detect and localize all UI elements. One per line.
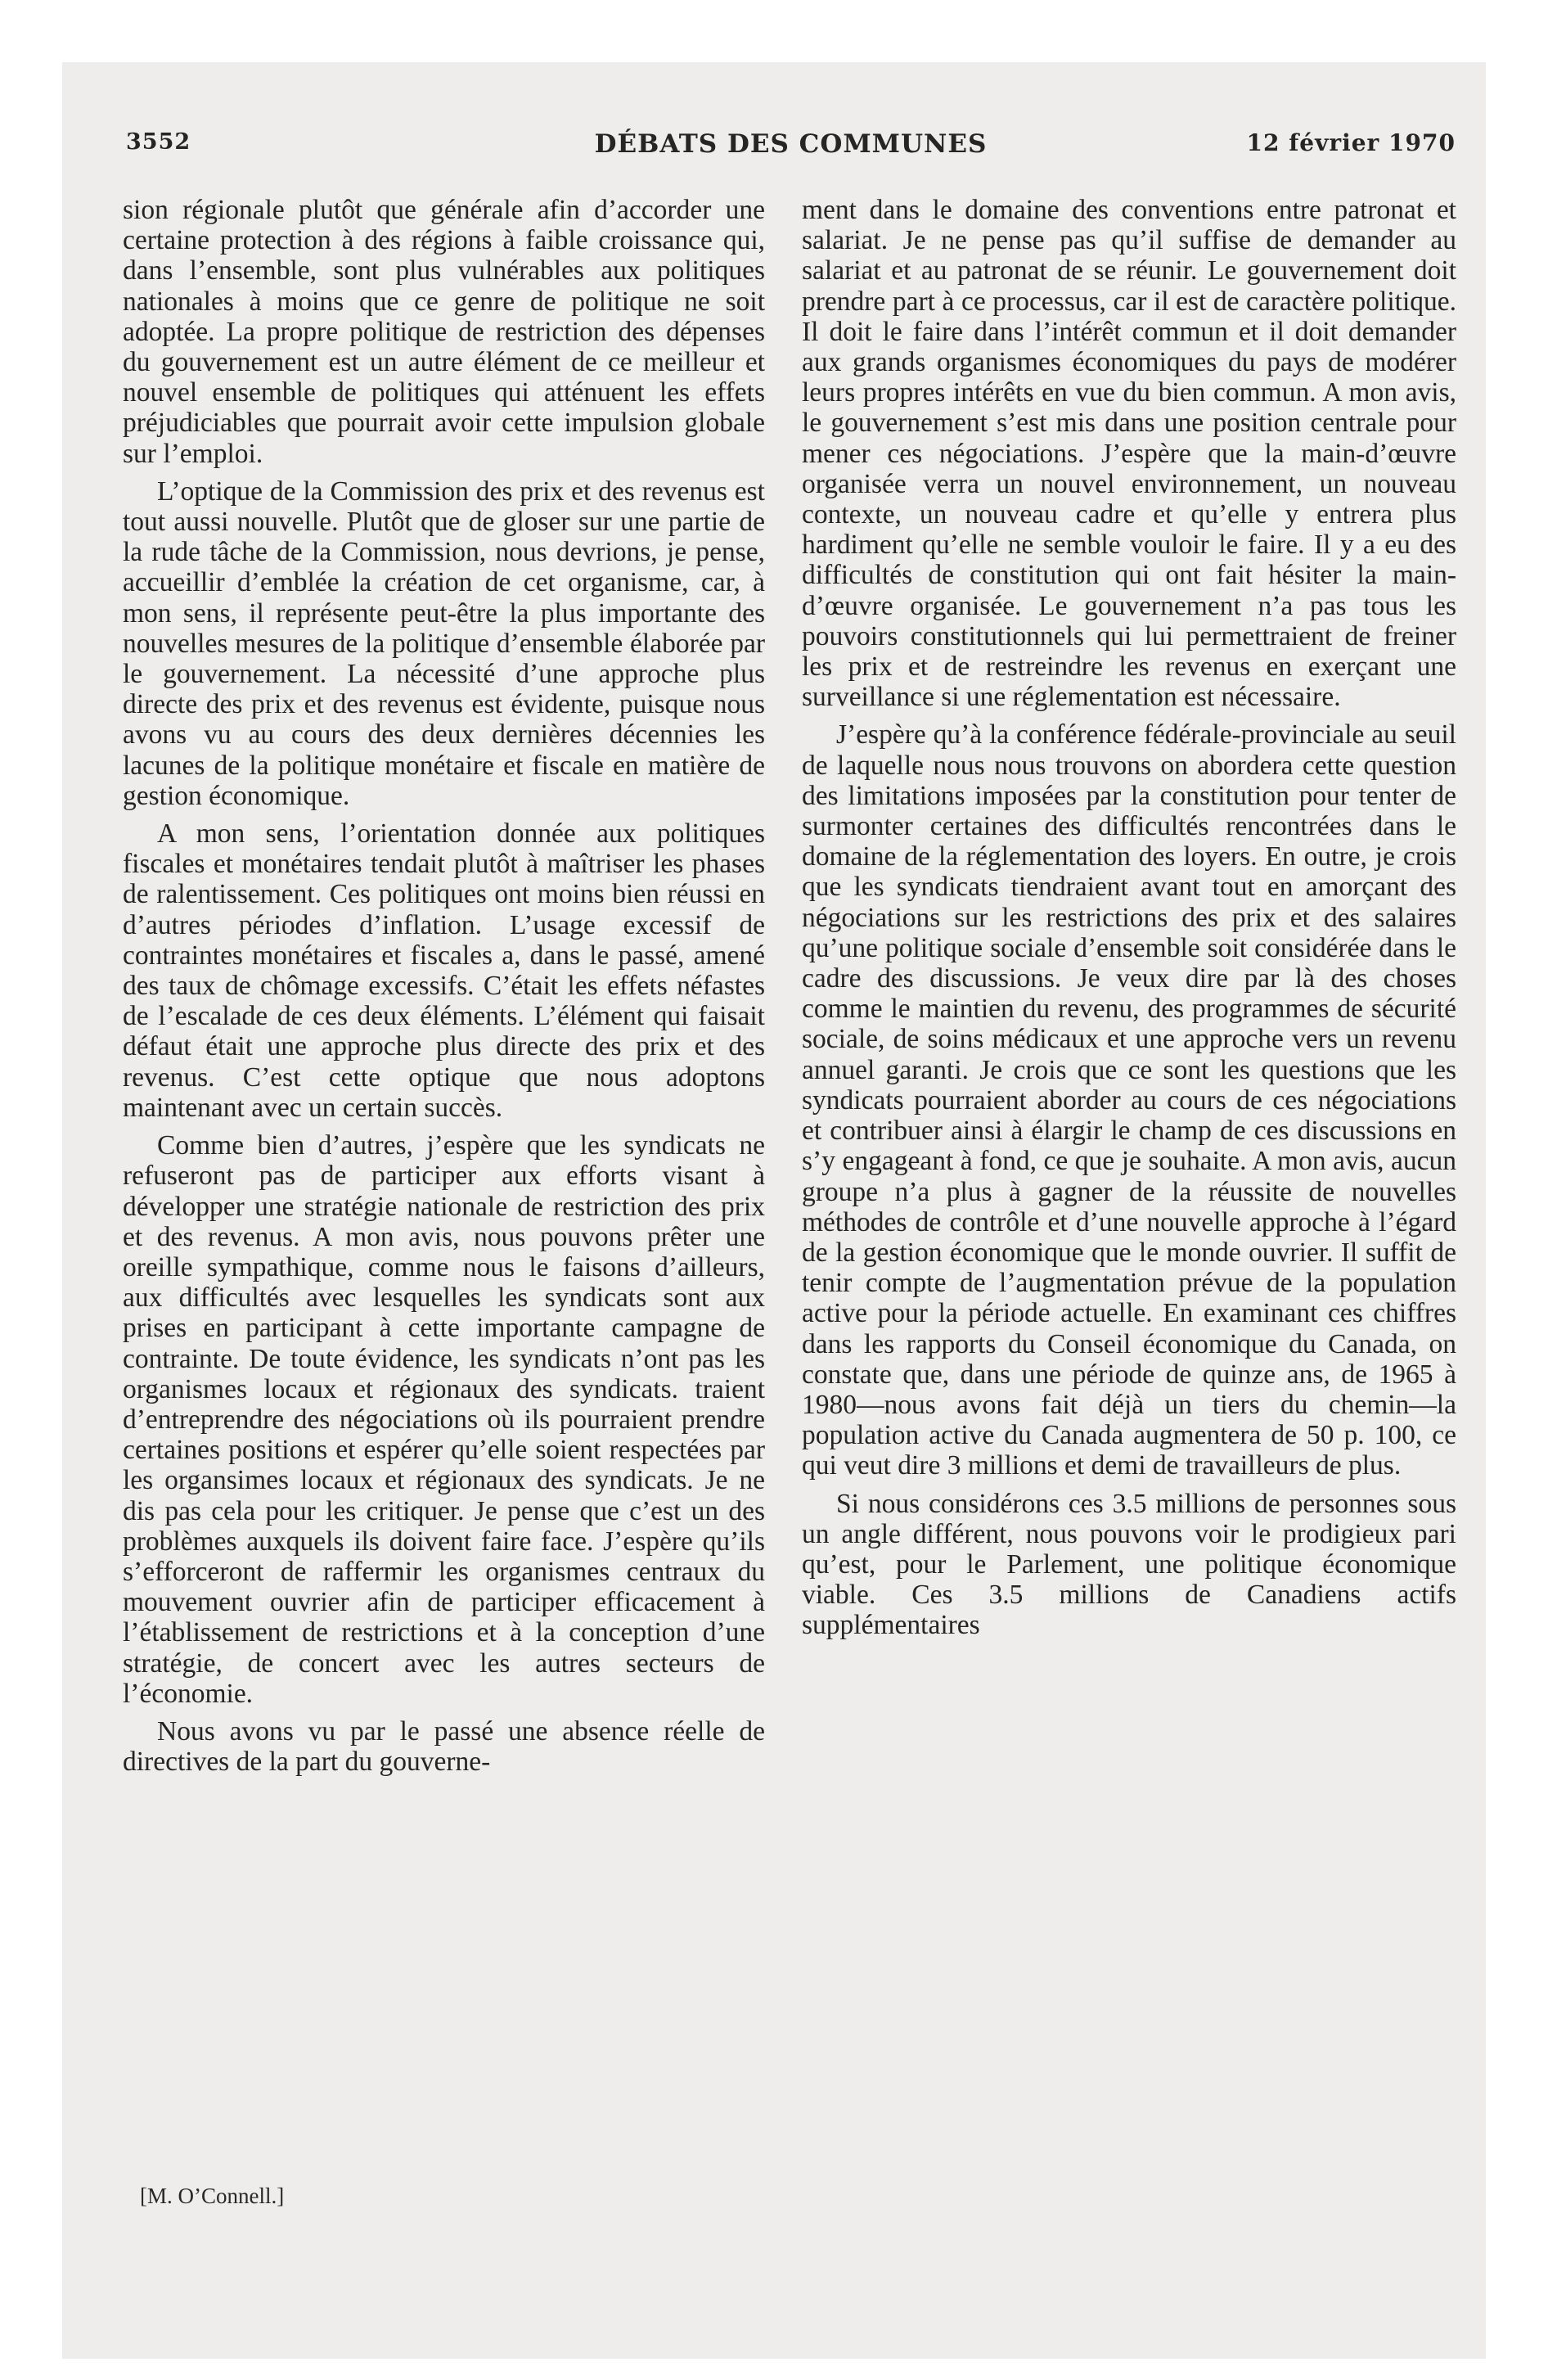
paragraph: ment dans le domaine des conventions entre patronat et salariat. Je ne pense pas qu’il suffise de demander au salariat et au patronat de se réunir. Le gouvernement doit prendre part à ce processus, car il est de caractère politique. Il doit le faire dans l’intérêt commun et il doit demander aux grands organismes économiques du pays de modérer leurs propres intérêts en vue du bien commun. A mon avis, le gouvernement s’est mis dans une position centrale pour mener ces négociations. J’espère que la main-d’œuvre organisée verra un nouvel environnement, un nouveau contexte, un nouveau cadre et qu’elle y entrera plus hardiment qu’elle ne semble vouloir le faire. Il y a eu des difficultés de constitution qui ont fait hésiter la main-d’œuvre organisée. Le gouvernement n’a pas tous les pouvoirs constitutionnels qui lui permettraient de freiner les prix et de restreindre les revenus en exerçant une surveillance si une réglementation est nécessaire.	[802, 195, 1456, 713]
paragraph: Nous avons vu par le passé une absence réelle de directives de la part du gouverne-	[123, 1715, 765, 1778]
paragraph: sion régionale plutôt que générale afin d’accorder une certaine protection à des régions à faible croissance qui, dans l’ensemble, sont plus vulnérables aux politiques nationales à moins que ce genre de politique ne soit adoptée. La propre politique de restriction des dépenses du gouvernement est un autre élément de ce meilleur et nouvel ensemble de politiques qui atténuent les effets préjudiciables que pourrait avoir cette impulsion globale sur l’emploi.	[123, 195, 765, 469]
paragraph: Si nous considérons ces 3.5 millions de personnes sous un angle différent, nous pouvons voir le prodigieux pari qu’est, pour le Parlement, une politique économique viable. Ces 3.5 millions de Canadiens actifs supplémentaires	[802, 1488, 1456, 1641]
running-title: DÉBATS DES COMMUNES	[594, 129, 988, 159]
paragraph: L’optique de la Commission des prix et des revenus est tout aussi nouvelle. Plutôt que de gloser sur une partie de la rude tâche de la Commission, nous devrions, je pense, accueillir d’emblée la création de cet organisme, car, à mon sens, il représente peut-être la plus importante des nouvelles mesures de la politique d’ensemble élaborée par le gouvernement. La nécessité d’une approche plus directe des prix et des revenus est évidente, puisque nous avons vu au cours des deux dernières décennies les lacunes de la politique monétaire et fiscale en matière de gestion économique.	[123, 476, 765, 811]
header-date: 12 février 1970	[1246, 129, 1456, 156]
left-column	[123, 195, 765, 1784]
paragraph: A mon sens, l’orientation donnée aux politiques fiscales et monétaires tendait plutôt à maîtriser les phases de ralentissement. Ces politiques ont moins bien réussi en d’autres périodes d’inflation. L’usage excessif de contraintes monétaires et fiscales a, dans le passé, amené des taux de chômage excessifs. C’était les effets néfastes de l’escalade de ces deux éléments. L’élément qui faisait défaut était une approche plus directe des prix et des revenus. C’est cette optique que nous adoptons maintenant avec un certain succès.	[123, 818, 765, 1123]
speaker-note: [M. O’Connell.]	[140, 2184, 285, 2208]
right-column	[802, 195, 1456, 1648]
page-number: 3552	[126, 129, 191, 155]
paragraph: J’espère qu’à la conférence fédérale-provinciale au seuil de laquelle nous nous trouvons on abordera cette question des limitations imposées par la constitution pour tenter de surmonter certaines des difficultés rencontrées dans le domaine de la réglementation des loyers. En outre, je crois que les syndicats tiendraient avant tout en amorçant des négociations sur les restrictions des prix et des salaires qu’une politique sociale d’ensemble soit considérée dans le cadre des discussions. Je veux dire par là des choses comme le maintien du revenu, des programmes de sécurité sociale, de soins médicaux et une approche vers un revenu annuel garanti. Je crois que ce sont les questions que les syndicats pourraient aborder au cours de ces négociations et contribuer ainsi à élargir le champ de ces discussions en s’y engageant à fond, ce que je souhaite. A mon avis, aucun groupe n’a plus à gagner de la réussite de nouvelles méthodes de contrôle et d’une nouvelle approche à l’égard de la gestion économique que le monde ouvrier. Il suffit de tenir compte de l’augmentation prévue de la population active pour la période actuelle. En examinant ces chiffres dans les rapports du Conseil économique du Canada, on constate que, dans une période de quinze ans, de 1965 à 1980—nous avons fait déjà un tiers du chemin—la population active du Canada augmentera de 50 p. 100, ce qui veut dire 3 millions et demi de travailleurs de plus.	[802, 719, 1456, 1481]
page-header	[126, 129, 1456, 169]
paragraph: Comme bien d’autres, j’espère que les syndicats ne refuseront pas de participer aux efforts visant à développer une stratégie nationale de restriction des prix et des revenus. A mon avis, nous pouvons prêter une oreille sympathique, comme nous le faisons d’ailleurs, aux difficultés avec lesquelles les syndicats sont aux prises en participant à cette importante campagne de contrainte. De toute évidence, les syndicats n’ont pas les organismes locaux et régionaux des syndicats. traient d’entreprendre des négociations où ils pourraient prendre certaines positions et espérer qu’elle soient respectées par les organsimes locaux et régionaux des syndicats. Je ne dis pas cela pour les critiquer. Je pense que c’est un des problèmes auxquels ils doivent faire face. J’espère qu’ils s’efforceront de raffermir les organismes centraux du mouvement ouvrier afin de participer efficacement à l’établissement de restrictions et à la conception d’une stratégie, de concert avec les autres secteurs de l’économie.	[123, 1130, 765, 1709]
